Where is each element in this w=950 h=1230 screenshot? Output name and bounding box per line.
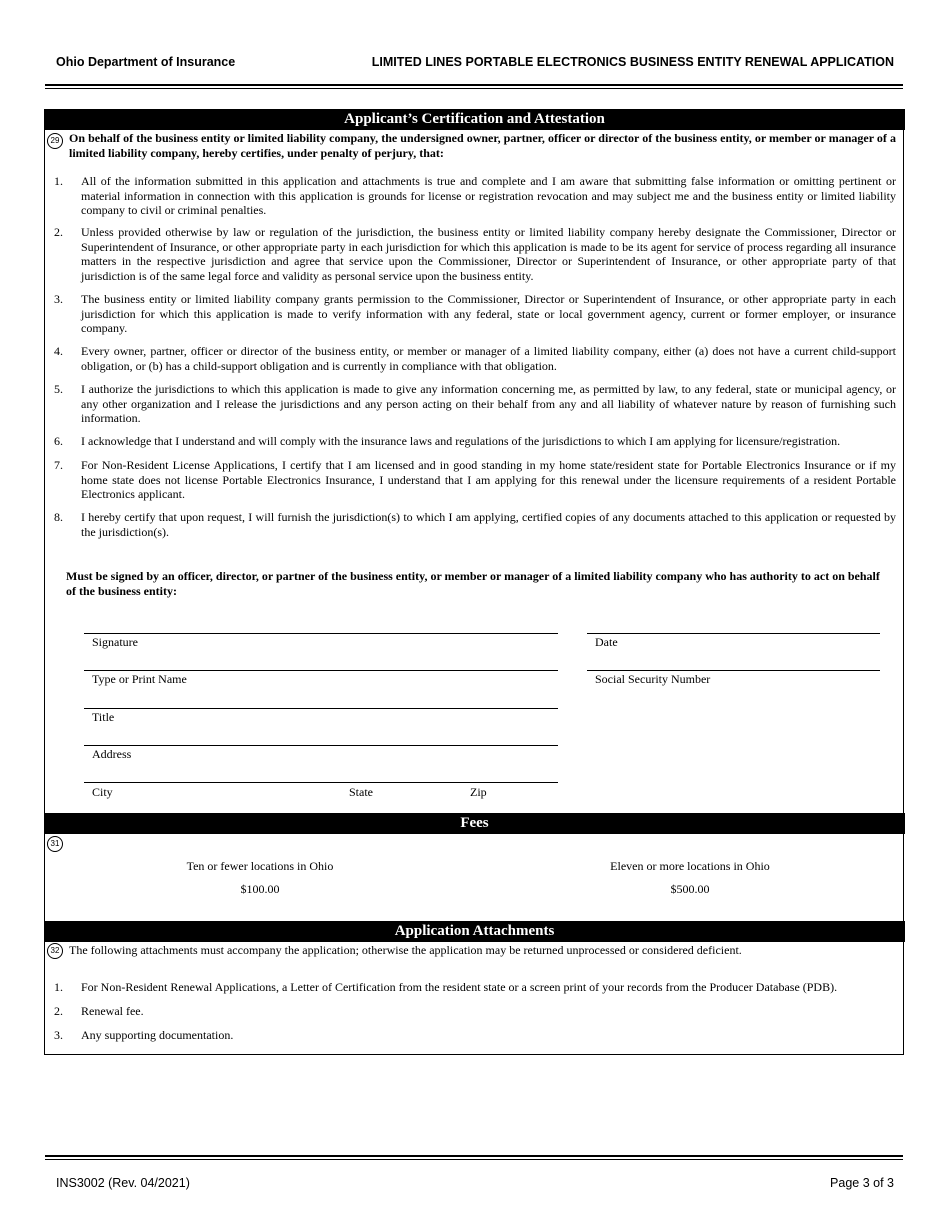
- footer-form-id: INS3002 (Rev. 04/2021): [56, 1176, 190, 1190]
- cert-item-text: All of the information submitted in this application and attachments is true and complete and I am aware that submitting false information or omitting pertinent or material information in connection with this application is grounds for license or registration revocation and may subject me and the business entity or limited liability company to civil or criminal penalties.: [81, 174, 896, 217]
- attachments-title: Application Attachments: [44, 921, 905, 942]
- fee-option-amount: $100.00: [240, 882, 280, 896]
- signature-label: Signature: [92, 635, 138, 649]
- certification-title: Applicant’s Certification and Attestation: [44, 109, 905, 130]
- title-label: Title: [92, 710, 115, 724]
- cert-item-number: 7.: [54, 458, 63, 472]
- footer-rule: [45, 1155, 903, 1157]
- cert-item-number: 6.: [54, 434, 63, 448]
- state-label: State: [349, 785, 373, 799]
- title-line[interactable]: [84, 708, 558, 709]
- question-number-31: 31: [47, 836, 63, 852]
- header-form-title: LIMITED LINES PORTABLE ELECTRONICS BUSINESS ENTITY RENEWAL APPLICATION: [371, 55, 894, 69]
- cert-item-text: For Non-Resident License Applications, I certify that I am licensed and in good standing in my home state/resident state for Portable Electronics Insurance or if my home state does not license Portable Electronics Insurance, I understand that I am applying for this renewal under the licensure requirements of a resident Portable Electronics applicant.: [81, 458, 896, 501]
- signature-line[interactable]: [84, 633, 558, 634]
- ssn-label: Social Security Number: [595, 672, 711, 686]
- attachment-item-text: Renewal fee.: [81, 1004, 144, 1018]
- ssn-line[interactable]: [587, 670, 880, 671]
- print-name-label: Type or Print Name: [92, 672, 187, 686]
- address-label: Address: [92, 747, 132, 761]
- date-line[interactable]: [587, 633, 880, 634]
- question-number-29: 29: [47, 133, 63, 149]
- cert-item-text: Unless provided otherwise by law or regulation of the jurisdiction, the business entity or limited liability company hereby designate the Commissioner, Director or Superintendent of Insurance, or other appropriate party in each jurisdiction for which this application is made to be its agent for service of process regarding all insurance matters in the respective jurisdiction and agree that service upon the Commissioner, Director or Superintendent of Insurance, or other appropriate party of that jurisdiction is of the same legal force and validity as personal service upon the business entity.: [81, 225, 896, 283]
- cert-item-number: 3.: [54, 292, 63, 306]
- header-org: Ohio Department of Insurance: [56, 55, 236, 69]
- cert-item-text: The business entity or limited liability company grants permission to the Commissioner, Director or Superintendent of Insurance, or other appropriate party in each jurisdiction for which this application is made to verify information with any federal, state or local government agency, current or former employer, or insurance company.: [81, 292, 896, 335]
- cert-item-number: 1.: [54, 174, 63, 188]
- attachment-item-number: 2.: [54, 1004, 63, 1018]
- zip-label: Zip: [470, 785, 487, 799]
- footer-page-number: Page 3 of 3: [830, 1176, 894, 1190]
- attachment-item-text: Any supporting documentation.: [81, 1028, 234, 1042]
- cert-item-text: Every owner, partner, officer or director of the business entity, or member or manager of a limited liability company, either (a) does not have a current child-support obligation, or (b) has a child-support obligation and is currently in compliance with that obligation.: [81, 344, 896, 373]
- cert-item-number: 8.: [54, 510, 63, 524]
- address-line[interactable]: [84, 745, 558, 746]
- attachment-item-number: 1.: [54, 980, 63, 994]
- header-rule: [45, 84, 903, 86]
- cert-item-text: I acknowledge that I understand and will comply with the insurance laws and regulations of the jurisdictions to which I am applying for licensure/registration.: [81, 434, 841, 448]
- cert-item-number: 5.: [54, 382, 63, 396]
- fee-option-label: Eleven or more locations in Ohio: [610, 859, 770, 873]
- cert-item-text: I authorize the jurisdictions to which this application is made to give any information concerning me, as permitted by law, to any federal, state or municipal agency, or any other organization and I release the jurisdictions and any person acting on their behalf from any and all liability of whatever nature by reason of furnishing such information.: [81, 382, 896, 425]
- city-label: City: [92, 785, 113, 799]
- header-rule-thin: [45, 88, 903, 89]
- cert-item-text: I hereby certify that upon request, I will furnish the jurisdiction(s) to which I am applying, certified copies of any documents attached to this application or requested by the jurisdiction(s).: [81, 510, 896, 539]
- attachment-item-number: 3.: [54, 1028, 63, 1042]
- attachment-item-text: For Non-Resident Renewal Applications, a Letter of Certification from the resident state or a screen print of your records from the Producer Database (PDB).: [81, 980, 838, 994]
- city-state-zip-line[interactable]: [84, 782, 558, 783]
- signature-note: Must be signed by an officer, director, or partner of the business entity, or member or manager of a limited liability company who has authority to act on behalf of the business entity:: [66, 569, 880, 598]
- question-number-32: 32: [47, 943, 63, 959]
- cert-item-number: 4.: [54, 344, 63, 358]
- attachments-intro: The following attachments must accompany the application; otherwise the application may be returned unprocessed or considered deficient.: [69, 943, 742, 957]
- fee-option-label: Ten or fewer locations in Ohio: [186, 859, 334, 873]
- date-label: Date: [595, 635, 618, 649]
- footer-rule-thin: [45, 1159, 903, 1160]
- fees-title: Fees: [44, 813, 905, 834]
- fee-option-amount: $500.00: [670, 882, 710, 896]
- cert-item-number: 2.: [54, 225, 63, 239]
- certification-intro: On behalf of the business entity or limited liability company, the undersigned owner, partner, officer or director of the business entity, or member or manager of a limited liability company, hereby certifies, under penalty of perjury, that:: [69, 131, 896, 160]
- print-name-line[interactable]: [84, 670, 558, 671]
